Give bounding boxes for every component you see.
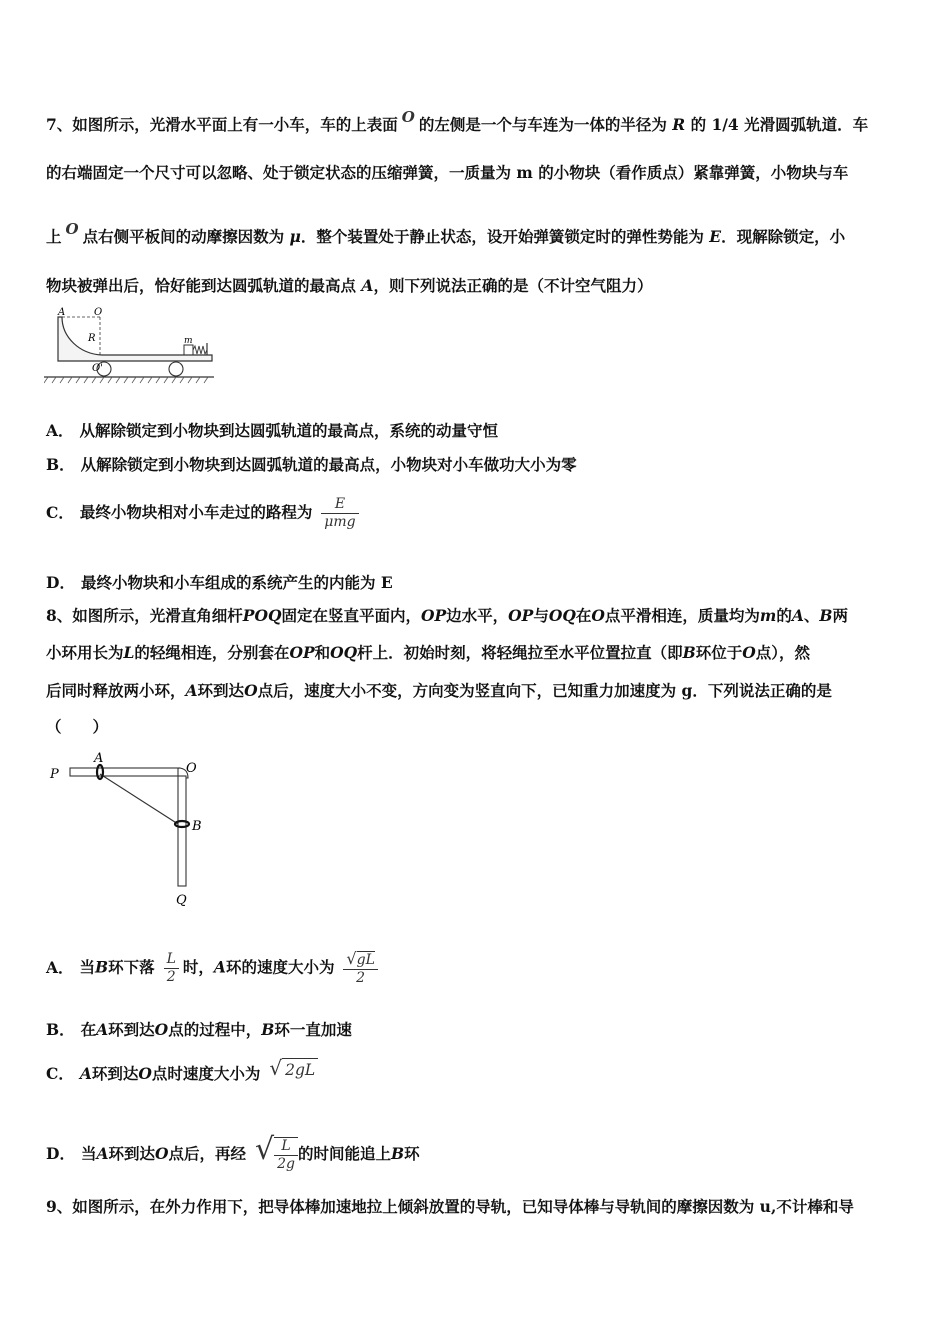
fig-label-O: O [186,761,197,776]
fig-label-A: A [94,751,104,766]
q8-option-a[interactable]: A． 当B环下落 $\frac{L}{2}$ 时，A环的速度大小为 $\frac{√gL}{2}$ [46,950,382,987]
q8-option-b[interactable]: B． 在A环到达O点的过程中，B环一直加速 [46,1020,352,1039]
fig-label-R: R [88,333,96,344]
q7-line-1: 7、如图所示，光滑水平面上有一小车，车的上表面 O 的左侧是一个与车连为一体的半径为 R 的 1/4 光滑圆弧轨道．车 [46,108,869,134]
q8-line-1: 8、如图所示，光滑直角细杆POQ固定在竖直平面内，OP边水平，OP与OQ在O点平滑相连，质量均为m的A、B两 [46,606,849,625]
q7-option-b[interactable]: B． 从解除锁定到小物块到达圆弧轨道的最高点，小物块对小车做功大小为零 [46,455,577,474]
q8-rod-figure [44,748,224,913]
fig-label-O: O [94,307,103,318]
q7-option-d[interactable]: D． 最终小物块和小车组成的系统产生的内能为 E [46,573,393,592]
q7-option-c[interactable]: C． 最终小物块相对小车走过的路程为 $\frac{E}{\text{μmg}}$ [46,496,363,531]
fig-label-O-prime: O' [92,363,103,374]
fraction-sqrt-gl-over-2: $\frac{√gL}{2}$ [343,950,377,987]
o-symbol: O [65,220,79,238]
sqrt-l-over-2g: √ $\frac{L}{2g}$ [255,1137,298,1173]
q7-line-3: 上 O 点右侧平板间的动摩擦因数为 μ．整个装置处于静止状态，设开始弹簧锁定时的弹性势能为 E．现解除锁定，小 [46,220,846,246]
q9-line-1: 9、如图所示，在外力作用下，把导体棒加速地拉上倾斜放置的导轨，已知导体棒与导轨间的摩擦因数为 u,不计棒和导 [46,1197,854,1216]
sqrt-2gl: √ 2gL [269,1058,318,1080]
q7-line-2: 的右端固定一个尺寸可以忽略、处于锁定状态的压缩弹簧，一质量为 m 的小物块（看作质点）紧靠弹簧，小物块与车 [46,163,849,182]
q8-line-2: 小环用长为L的轻绳相连，分别套在OP和OQ杆上．初始时刻，将轻绳拉至水平位置拉直（即B环位于O点），然 [46,643,811,662]
fig-label-m: m [184,336,193,346]
q7-line-4: 物块被弹出后，恰好能到达圆弧轨道的最高点 A，则下列说法正确的是（不计空气阻力） [46,276,653,295]
q7-cart-figure [44,305,224,390]
q7-option-a[interactable]: A． 从解除锁定到小物块到达圆弧轨道的最高点，系统的动量守恒 [46,421,499,440]
fig-label-Q: Q [176,893,187,908]
o-symbol: O [401,108,415,126]
q8-option-d[interactable]: D． 当A环到达O点后，再经 √ $\frac{L}{2g}$ 的时间能追上B环 [46,1132,420,1172]
q8-paren: （ ） [46,717,109,736]
q8-option-c[interactable]: C． A环到达O点时速度大小为 √ 2gL [46,1064,318,1086]
fraction-l-over-2: $\frac{L}{2}$ [164,951,179,986]
q8-line-3: 后同时释放两小环，A环到达O点后，速度大小不变，方向变为竖直向下，已知重力加速度为 g．下列说法正确的是 [46,681,832,700]
fraction-e-over-umg: $\frac{E}{\text{μmg}}$ [321,496,358,531]
fig-label-B: B [192,819,202,834]
fig-label-P: P [50,767,59,782]
fig-label-A: A [58,307,66,318]
